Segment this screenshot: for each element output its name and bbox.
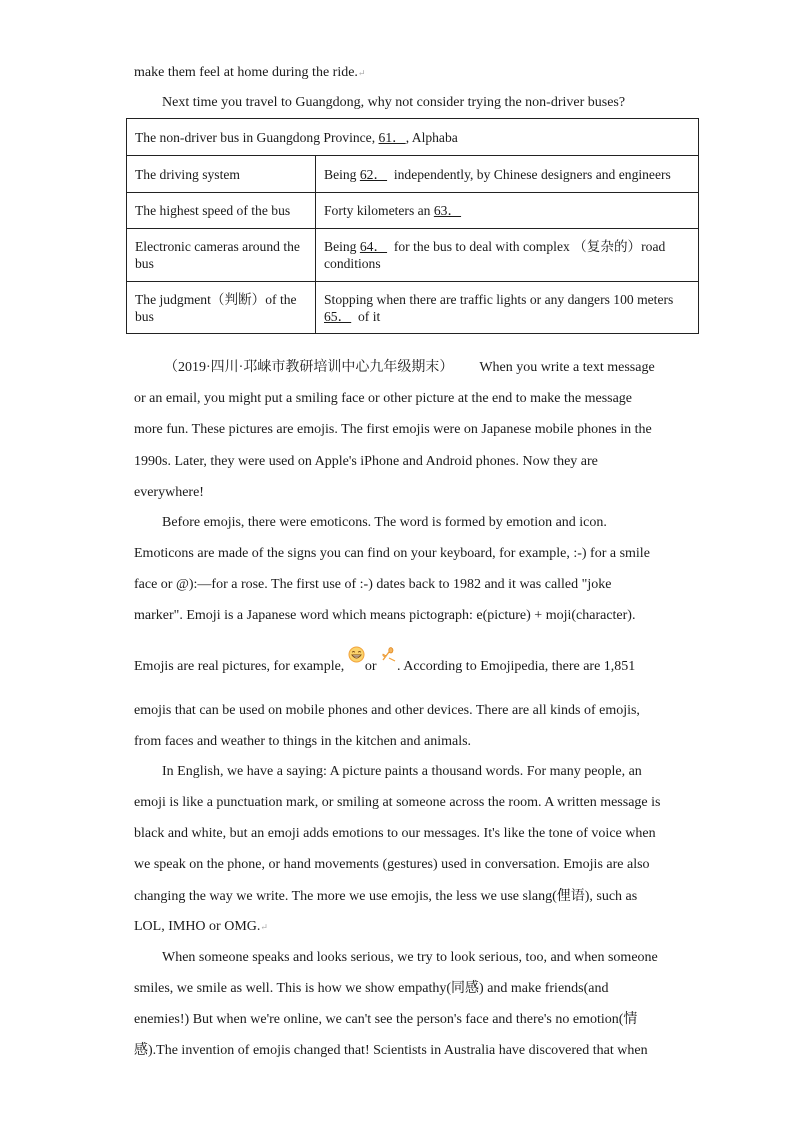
paragraph-line: enemies!) But when we're online, we can't see the person's face and there's no emotion(情: [134, 1012, 638, 1027]
table-row: [127, 282, 699, 334]
paragraph-line: 1990s. Later, they were used on Apple's iPhone and Android phones. Now they are: [134, 454, 598, 469]
answer-blank-61: 61．: [378, 129, 406, 145]
answer-blank-64: 64．: [359, 239, 388, 254]
grinning-face-emoji-icon: [348, 646, 365, 663]
answer-blank-63: 63．: [433, 203, 462, 218]
paragraph-line: 感).The invention of emojis changed that! Scientists in Australia have discovered that when: [134, 1043, 648, 1058]
paragraph-line: changing the way we write. The more we use emojis, the less we use slang(俚语), such as: [134, 889, 638, 904]
paragraph-line: marker". Emoji is a Japanese word which means pictograph: e(picture) + moji(character).: [134, 608, 636, 623]
paragraph-line: （2019·四川·邛崃市教研培训中心九年级期末） When you write a text message: [164, 360, 655, 375]
table-row: [127, 229, 699, 282]
table-row: [127, 193, 699, 229]
table-row: [127, 156, 699, 193]
paragraph-line: or an email, you might put a smiling face or other picture at the end to make the message: [134, 391, 633, 406]
paragraph-line: we speak on the phone, or hand movements (gestures) used in conversation. Emojis are also: [134, 857, 650, 872]
rose-emoji-icon: [380, 646, 397, 663]
paragraph-line: smiles, we smile as well. This is how we show empathy(同感) and make friends(and: [134, 981, 609, 996]
row-value: Being 62． independently, by Chinese designers and engineers: [316, 156, 699, 193]
paragraph-line: LOL, IMHO or OMG.↵: [134, 919, 268, 934]
answer-blank-65: 65．: [324, 308, 352, 324]
paragraph-line: In English, we have a saying: A picture paints a thousand words. For many people, an: [162, 764, 642, 779]
paragraph-line: Emojis are real pictures, for example, or . According to Emojipedia, there are 1,851: [134, 658, 635, 676]
table-header-row: [127, 119, 699, 156]
paragraph-line: emojis that can be used on mobile phones and other devices. There are all kinds of emojis,: [134, 703, 640, 718]
paragraph-line: Emoticons are made of the signs you can find on your keyboard, for example, :-) for a smile: [134, 546, 650, 561]
paragraph-line: more fun. These pictures are emojis. The first emojis were on Japanese mobile phones in the: [134, 422, 652, 437]
paragraph-line: Next time you travel to Guangdong, why not consider trying the non-driver buses?: [162, 95, 626, 110]
answer-blank-62: 62．: [359, 166, 388, 182]
row-label: The judgment（判断）of the bus: [127, 282, 316, 334]
table-header-cell: The non-driver bus in Guangdong Province, 61．, Alphaba: [127, 119, 699, 156]
paragraph-line: When someone speaks and looks serious, we try to look serious, too, and when someone: [162, 950, 658, 965]
paragraph-line: black and white, but an emoji adds emotions to our messages. It's like the tone of voice when: [134, 826, 656, 841]
paragraph-line: Before emojis, there were emoticons. The word is formed by emotion and icon.: [162, 515, 607, 530]
paragraph-line: everywhere!: [134, 485, 204, 500]
paragraph-line: emoji is like a punctuation mark, or smiling at someone across the room. A written message is: [134, 795, 661, 810]
row-value: Stopping when there are traffic lights or any dangers 100 meters 65． of it: [316, 282, 699, 334]
paragraph-line: from faces and weather to things in the kitchen and animals.: [134, 734, 472, 749]
row-label: Electronic cameras around the bus: [127, 229, 316, 282]
paragraph-line: face or @):—for a rose. The first use of :-) dates back to 1982 and it was called "joke: [134, 577, 612, 592]
paragraph-line: make them feel at home during the ride.↵: [134, 65, 366, 80]
row-value: Forty kilometers an 63．: [316, 193, 699, 229]
info-table: [126, 118, 699, 334]
row-label: The driving system: [127, 156, 316, 193]
question-source: （2019·四川·邛崃市教研培训中心九年级期末）: [164, 360, 454, 375]
row-label: The highest speed of the bus: [127, 193, 316, 229]
row-value: Being 64． for the bus to deal with complex （复杂的）road conditions: [316, 229, 699, 282]
